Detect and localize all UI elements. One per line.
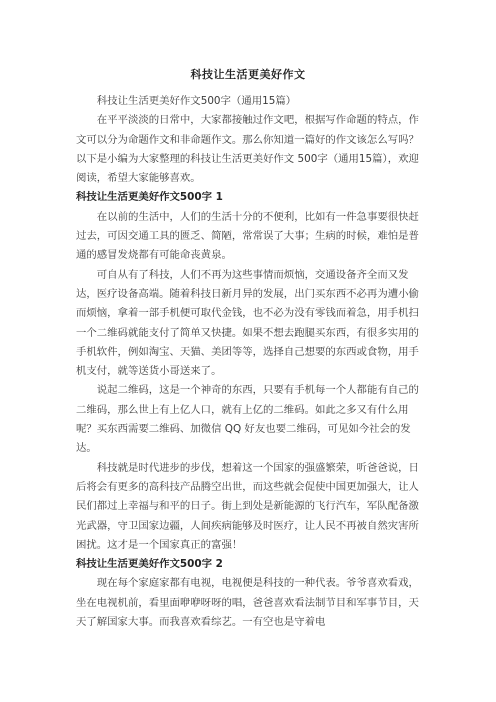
paragraph: 可自从有了科技，人们不再为这些事情而烦恼，交通设备齐全而又发达，医疗设备高端。随着科技日新月异的发展，出门买东西不必再为遭小偷而烦恼，拿着一部手机便可取代金钱，也不必为没有零钱而着急，用手机扫一个二维码就能支付了简单又快捷。如果不想去跑腿买东西，有很多实用的手机软件，例如淘宝、天猫、美团等等，选择自己想要的东西或食物，用手机支付，就等送货小哥送来了。 <box>76 268 419 378</box>
paragraph: 科技让生活更美好作文500字（通用15篇） <box>96 95 297 107</box>
paragraph: 在以前的生活中，人们的生活十分的不便利，比如有一件急事要很快赶过去，可因交通工具的匮乏、简陋，常常误了大事；生病的时候，难怕是普通的感冒发烧都有可能命丧黄泉。 <box>76 210 419 262</box>
section-heading: 科技让生活更美好作文500字 2 <box>76 558 223 571</box>
paragraph: 在平平淡淡的日常中，大家都接触过作文吧，根据写作命题的特点，作文可以分为命题作文和非命题作文。那么你知道一篇好的作文该怎么写吗？以下是小编为大家整理的科技让生活更美好作文 500字（通用15篇），欢迎阅读，希望大家能够喜欢。 <box>76 114 419 185</box>
document-title: 科技让生活更美好作文 <box>190 68 306 81</box>
paragraph: 现在每个家庭家都有电视，电视便是科技的一种代表。爷爷喜欢看戏，坐在电视机前，看里面咿咿呀呀的唱，爸爸喜欢看法制节目和军事节目，天天了解国家大事。而我喜欢看综艺。一有空也是守着电 <box>76 577 419 629</box>
document-body <box>76 92 420 632</box>
paragraph: 说起二维码，这是一个神奇的东西，只要有手机每一个人都能有自己的二维码，那么世上有上亿人口，就有上亿的二维码。如此之多又有什么用呢？买东西需要二维码、加微信 QQ 好友也要二维码，可见如今社会的发达。 <box>76 384 419 455</box>
paragraph: 科技就是时代进步的步伐，想着这一个国家的强盛繁荣，听爸爸说，日后将会有更多的高科技产品腾空出世，而这些就会促使中国更加强大，让人民们都过上幸福与和平的日子。街上到处是新能源的飞行汽车，军队配备激光武器，守卫国家边疆，人间疾病能够及时医疗，让人民不再被自然灾害所困扰。这才是一个国家真正的富强！ <box>76 461 419 551</box>
section-heading: 科技让生活更美好作文500字 1 <box>76 191 223 204</box>
